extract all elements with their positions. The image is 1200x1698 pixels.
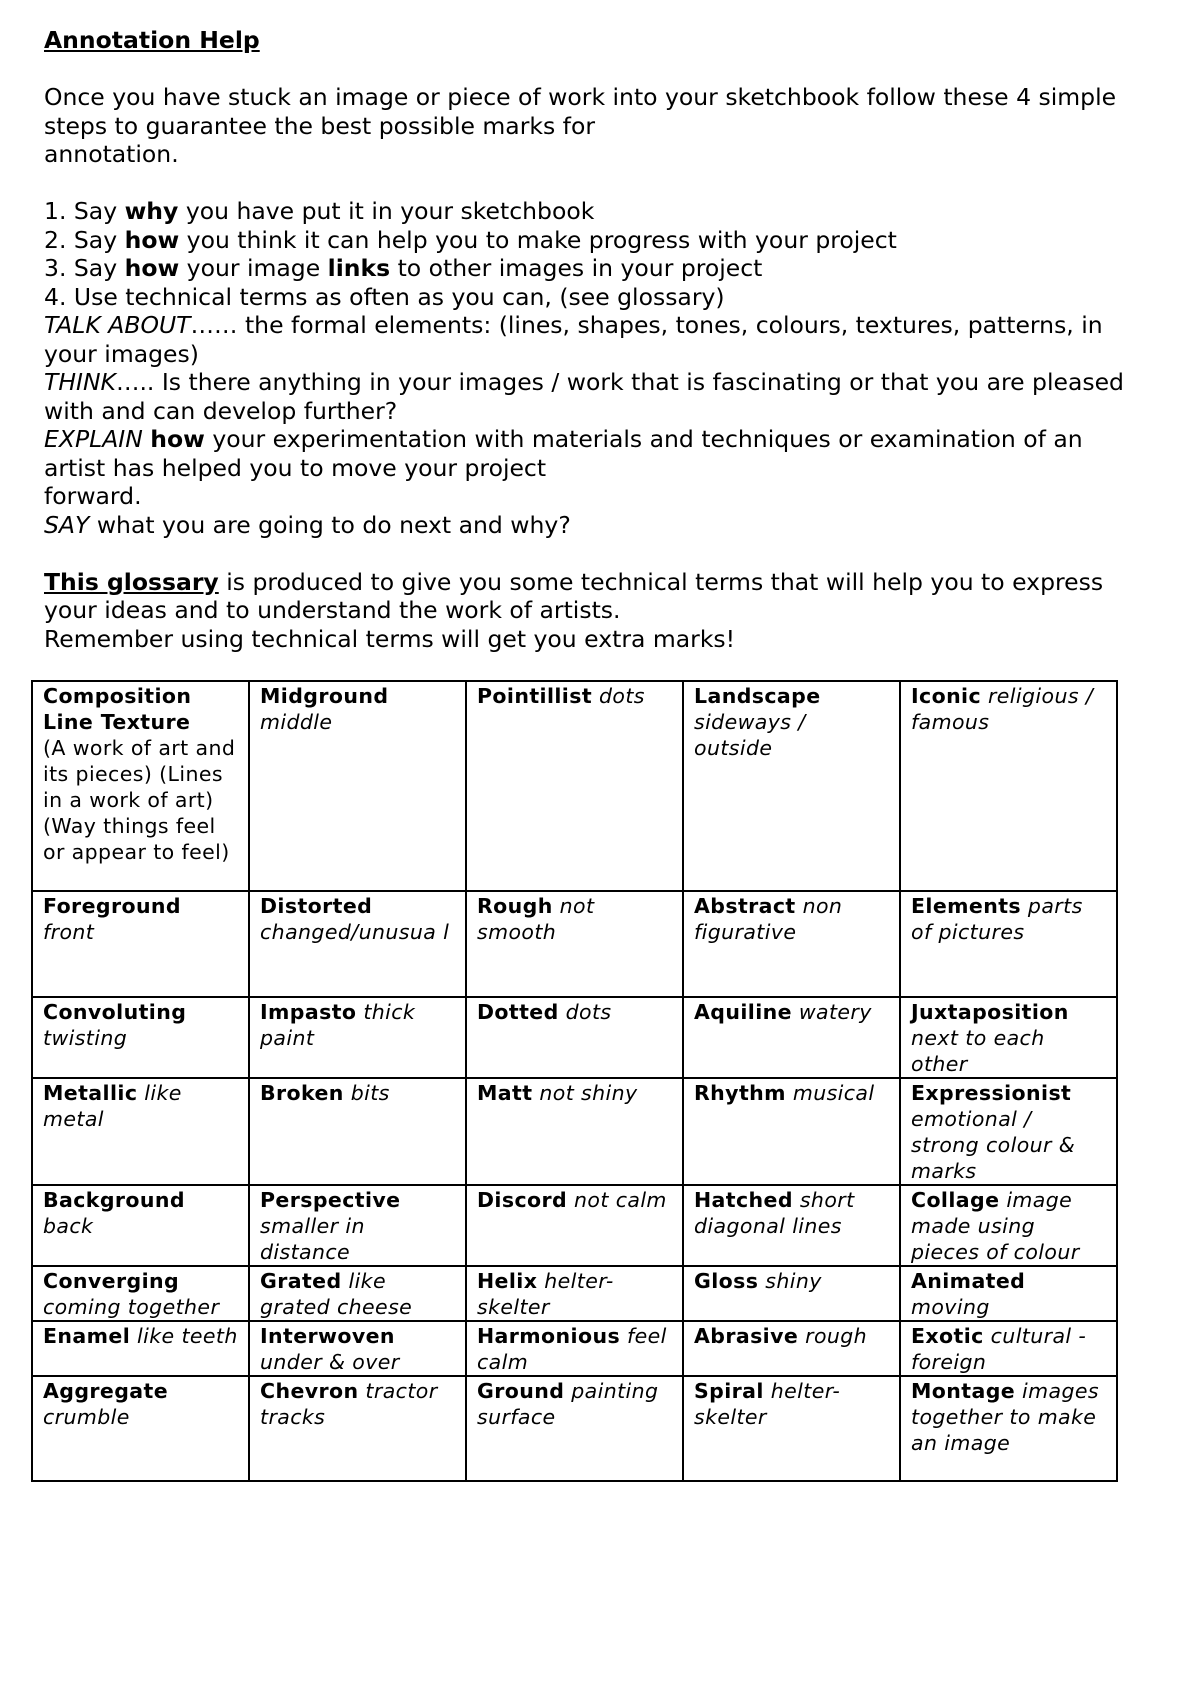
glossary-cell (249, 1266, 466, 1321)
step-4: 4. Use technical terms as often as you can, (see glossary) (44, 282, 725, 311)
glossary-term: Landscape (694, 684, 821, 708)
glossary-definition: cultural - foreign (911, 1324, 1087, 1374)
glossary-description: (A work of art and its pieces) (Lines in a work of art) (Way things feel or appear to feel) (43, 736, 236, 864)
glossary-definition: rough (805, 1324, 868, 1348)
glossary-cell (466, 681, 683, 891)
glossary-definition: shiny (765, 1269, 822, 1293)
prompt-talk-about-cont: your images) (44, 339, 199, 368)
glossary-term: Hatched (694, 1188, 793, 1212)
glossary-cell (466, 997, 683, 1078)
glossary-term: Convoluting (43, 1000, 187, 1024)
glossary-definition: musical (792, 1081, 875, 1105)
glossary-definition: emotional / strong colour & marks (911, 1107, 1076, 1183)
glossary-cell (683, 1376, 900, 1481)
glossary-definition: image made using pieces of colour (911, 1188, 1080, 1264)
prompt-explain-cont: artist has helped you to move your project (44, 453, 547, 482)
glossary-definition: back (43, 1214, 94, 1238)
glossary-term: Harmonious (477, 1324, 621, 1348)
glossary-term: Aquiline (694, 1000, 792, 1024)
glossary-definition: not shiny (539, 1081, 638, 1105)
glossary-cell (683, 997, 900, 1078)
glossary-term: Metallic (43, 1081, 138, 1105)
glossary-cell (249, 997, 466, 1078)
glossary-cell (32, 1078, 249, 1185)
glossary-definition: twisting (43, 1026, 128, 1050)
prompt-talk-about: TALK ABOUT…… the formal elements: (lines, shapes, tones, colours, textures, patterns, in (44, 311, 1103, 339)
glossary-term: Abstract (694, 894, 796, 918)
glossary-definition: non figurative (694, 894, 843, 944)
glossary-row (32, 1185, 1117, 1266)
prompt-say: SAY what you are going to do next and why? (44, 510, 571, 539)
glossary-term: Dotted (477, 1000, 559, 1024)
glossary-term: Rough (477, 894, 553, 918)
glossary-term-2: Line Texture (43, 710, 191, 734)
glossary-definition: helter-skelter (694, 1379, 841, 1429)
glossary-row (32, 1078, 1117, 1185)
glossary-cell (466, 1078, 683, 1185)
glossary-term: Pointillist (477, 684, 593, 708)
glossary-cell (466, 891, 683, 997)
glossary-cell (683, 1321, 900, 1376)
annotation-help-section (44, 26, 1164, 653)
glossary-intro: This glossary is produced to give you some technical terms that will help you to express (44, 567, 1104, 596)
glossary-term: Converging (43, 1269, 180, 1293)
glossary-cell (32, 1376, 249, 1481)
glossary-definition: sideways / outside (694, 710, 806, 760)
glossary-cell (32, 1321, 249, 1376)
glossary-definition: not calm (574, 1188, 667, 1212)
glossary-definition: middle (260, 710, 333, 734)
glossary-definition: coming together (43, 1295, 220, 1319)
glossary-term: Grated (260, 1269, 342, 1293)
glossary-definition: short diagonal lines (694, 1188, 855, 1238)
glossary-cell (900, 1266, 1117, 1321)
glossary-row (32, 1321, 1117, 1376)
glossary-definition: bits (350, 1081, 390, 1105)
glossary-cell (466, 1185, 683, 1266)
glossary-term: Enamel (43, 1324, 131, 1348)
prompt-think-cont: with and can develop further? (44, 396, 398, 425)
glossary-cell (32, 681, 249, 891)
glossary-definition: parts of pictures (911, 894, 1083, 944)
glossary-term: Iconic (911, 684, 982, 708)
glossary-term: Expressionist (911, 1081, 1072, 1105)
glossary-definition: religious / famous (911, 684, 1094, 734)
glossary-cell (683, 891, 900, 997)
glossary-cell (32, 997, 249, 1078)
glossary-cell (32, 1266, 249, 1321)
prompt-think: THINK….. Is there anything in your images / work that is fascinating or that you are pleased (44, 368, 1124, 396)
glossary-definition: like teeth (137, 1324, 238, 1348)
glossary-cell (249, 681, 466, 891)
glossary-cell (683, 1078, 900, 1185)
glossary-term: Composition (43, 684, 192, 708)
glossary-row (32, 1266, 1117, 1321)
glossary-intro-cont: your ideas and to understand the work of artists. (44, 596, 621, 624)
glossary-term: Abrasive (694, 1324, 799, 1348)
glossary-cell (900, 1078, 1117, 1185)
glossary-definition: smaller in distance (260, 1214, 365, 1264)
page-title: Annotation Help (44, 26, 260, 54)
glossary-cell (249, 891, 466, 997)
glossary-definition: thick paint (260, 1000, 416, 1050)
glossary-definition: like metal (43, 1081, 182, 1131)
glossary-cell (900, 891, 1117, 997)
glossary-term: Background (43, 1188, 185, 1212)
glossary-cell (32, 1185, 249, 1266)
glossary-cell (683, 1266, 900, 1321)
step-2: 2. Say how you think it can help you to make progress with your project (44, 225, 897, 254)
glossary-term: Elements (911, 894, 1021, 918)
glossary-term: Interwoven (260, 1324, 395, 1348)
intro-line-1: Once you have stuck an image or piece of work into your sketchbook follow these 4 simple (44, 83, 1117, 111)
glossary-term: Helix (477, 1269, 538, 1293)
glossary-term: Chevron (260, 1379, 359, 1403)
glossary-definition: front (43, 920, 95, 944)
glossary-definition: like grated cheese (260, 1269, 413, 1319)
glossary-definition: images together to make an image (911, 1379, 1099, 1455)
glossary-definition: not smooth (477, 894, 595, 944)
glossary-table (31, 680, 1118, 1482)
glossary-term: Matt (477, 1081, 533, 1105)
glossary-definition: tractor tracks (260, 1379, 438, 1429)
glossary-cell (900, 681, 1117, 891)
glossary-definition: under & over (260, 1350, 400, 1374)
glossary-cell (249, 1376, 466, 1481)
glossary-cell (466, 1376, 683, 1481)
glossary-cell (466, 1266, 683, 1321)
glossary-row (32, 997, 1117, 1078)
glossary-definition: next to each other (911, 1026, 1045, 1076)
glossary-term: Exotic (911, 1324, 984, 1348)
glossary-cell (249, 1078, 466, 1185)
intro-line-3: annotation. (44, 140, 179, 168)
glossary-cell (683, 1185, 900, 1266)
glossary-definition: dots (565, 1000, 612, 1024)
glossary-term: Distorted (260, 894, 373, 918)
glossary-term: Impasto (260, 1000, 357, 1024)
glossary-term: Broken (260, 1081, 344, 1105)
glossary-term: Animated (911, 1269, 1026, 1293)
step-3: 3. Say how your image links to other images in your project (44, 254, 763, 282)
step-1: 1. Say why you have put it in your sketchbook (44, 197, 595, 225)
glossary-definition: feel calm (477, 1324, 667, 1374)
glossary-term: Discord (477, 1188, 568, 1212)
glossary-definition: crumble (43, 1405, 130, 1429)
glossary-term: Collage (911, 1188, 1000, 1212)
glossary-row (32, 1376, 1117, 1481)
glossary-cell (466, 1321, 683, 1376)
glossary-cell (900, 997, 1117, 1078)
glossary-term: Foreground (43, 894, 182, 918)
glossary-term: Montage (911, 1379, 1016, 1403)
glossary-cell (683, 681, 900, 891)
glossary-term: Midground (260, 684, 389, 708)
glossary-cell (249, 1321, 466, 1376)
prompt-explain-cont-2: forward. (44, 482, 142, 510)
prompt-explain: EXPLAIN how your experimentation with materials and techniques or examination of an (44, 425, 1083, 453)
glossary-cell (32, 891, 249, 997)
glossary-term: Perspective (260, 1188, 401, 1212)
glossary-row (32, 681, 1117, 891)
glossary-term: Rhythm (694, 1081, 786, 1105)
glossary-term: Spiral (694, 1379, 764, 1403)
glossary-cell (900, 1185, 1117, 1266)
glossary-definition: dots (598, 684, 645, 708)
glossary-definition: watery (798, 1000, 872, 1024)
glossary-definition: changed/unusua l (260, 920, 450, 944)
glossary-definition: painting surface (477, 1379, 659, 1429)
glossary-term: Ground (477, 1379, 565, 1403)
glossary-intro-cont-2: Remember using technical terms will get you extra marks! (44, 624, 736, 653)
glossary-cell (900, 1321, 1117, 1376)
glossary-term: Aggregate (43, 1379, 169, 1403)
glossary-definition: helter-skelter (477, 1269, 614, 1319)
glossary-term: Juxtaposition (911, 1000, 1069, 1024)
document-page (44, 26, 1164, 653)
glossary-cell (249, 1185, 466, 1266)
glossary-cell (900, 1376, 1117, 1481)
glossary-row (32, 891, 1117, 997)
intro-line-2: steps to guarantee the best possible marks for (44, 111, 595, 140)
glossary-term: Gloss (694, 1269, 759, 1293)
glossary-definition: moving (911, 1295, 990, 1319)
